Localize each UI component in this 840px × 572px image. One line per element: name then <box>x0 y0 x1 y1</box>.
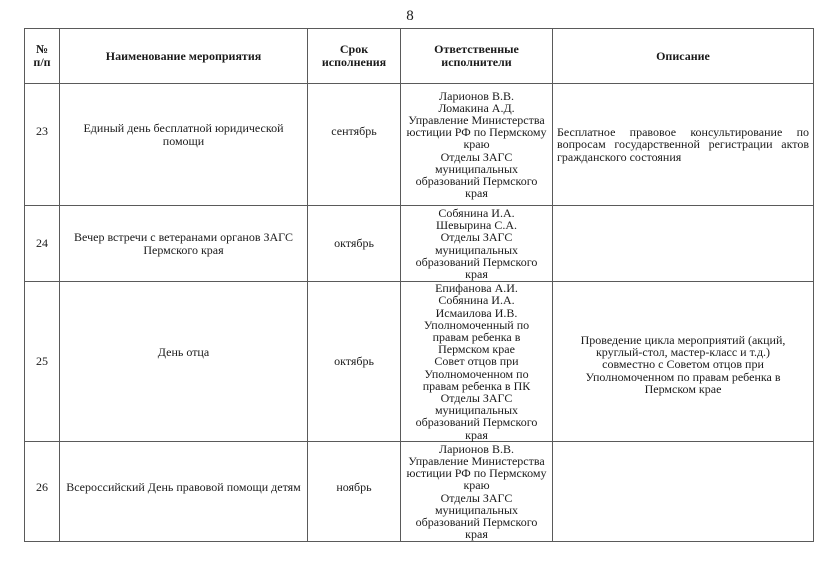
header-term: Срок исполнения <box>308 29 401 84</box>
row-number-cell <box>25 282 60 442</box>
table-row <box>25 282 814 442</box>
event-name: Всероссийский День правовой помощи детям <box>66 480 301 495</box>
event-description <box>553 206 814 282</box>
responsible-entry: Управление Министерства юстиции РФ по Пермскому краю <box>406 453 547 493</box>
responsible-entry: Отделы ЗАГС муниципальных образований Пермского края <box>415 230 538 281</box>
event-name: Вечер встречи с ветеранами органов ЗАГС Пермского края <box>74 230 293 257</box>
event-term-cell <box>308 206 401 282</box>
event-name: День отца <box>157 344 210 359</box>
event-term: ноябрь <box>336 480 372 495</box>
header-responsible: Ответственные исполнители <box>401 29 553 84</box>
responsible-entry: Отделы ЗАГС муниципальных образований Пермского края <box>415 490 538 542</box>
table-row <box>25 442 814 542</box>
responsible-cell <box>401 442 553 542</box>
responsible-cell <box>401 84 553 206</box>
responsible-entry: Уполномоченный по правам ребенка в Пермском крае <box>423 317 530 357</box>
events-plan-table <box>24 28 814 542</box>
table-row <box>25 84 814 206</box>
event-name-cell <box>60 84 308 206</box>
responsible-entry: Совет отцов при Уполномоченном по правам ребенка в ПК <box>422 354 531 393</box>
responsible-entry: Управление Министерства юстиции РФ по Пермскому краю <box>406 112 547 152</box>
event-description <box>553 442 814 542</box>
event-term-cell <box>308 84 401 206</box>
event-description: Проведение цикла мероприятий (акций, круглый-стол, мастер-класс и т.д.) совместно с Советом отцов при Уполномоченном по правам ребенка в Пермском крае <box>553 282 814 442</box>
row-number: 23 <box>36 123 48 138</box>
event-name: Единый день бесплатной юридической помощи <box>83 121 284 148</box>
row-number-cell <box>25 84 60 206</box>
event-term-cell <box>308 442 401 542</box>
responsible-entry: Отделы ЗАГС муниципальных образований Пермского края <box>415 149 538 201</box>
event-name-cell <box>60 206 308 282</box>
responsible-entry: Собянина И.А. <box>438 205 515 220</box>
row-number-cell <box>25 442 60 542</box>
responsible-entry: Собянина И.А. <box>438 293 515 308</box>
header-num: № п/п <box>25 29 60 84</box>
responsible-entry: Ларионов В.В. <box>439 441 514 456</box>
table-row <box>25 206 814 282</box>
event-term: сентябрь <box>331 123 377 138</box>
event-name-cell <box>60 282 308 442</box>
event-name-cell <box>60 442 308 542</box>
event-term: октябрь <box>334 354 374 369</box>
header-description: Описание <box>553 29 814 84</box>
header-name: Наименование мероприятия <box>60 29 308 84</box>
event-description: Бесплатное правовое консультирование по вопросам государственной регистрации актов гражданского состояния <box>553 84 814 206</box>
responsible-entry: Ломакина А.Д. <box>438 100 515 115</box>
row-number: 24 <box>36 236 48 251</box>
table-header-row <box>25 29 814 84</box>
responsible-entry: Ларионов В.В. <box>439 88 514 103</box>
row-number: 25 <box>36 354 48 369</box>
responsible-cell <box>401 206 553 282</box>
responsible-entry: Шевырина С.А. <box>436 218 517 233</box>
responsible-cell <box>401 282 553 442</box>
responsible-entry: Епифанова А.И. <box>435 281 518 296</box>
event-term-cell <box>308 282 401 442</box>
page-number: 8 <box>406 8 414 24</box>
event-term: октябрь <box>334 236 374 251</box>
row-number-cell <box>25 206 60 282</box>
responsible-entry: Исмаилова И.В. <box>435 305 518 320</box>
row-number: 26 <box>36 480 48 495</box>
responsible-entry: Отделы ЗАГС муниципальных образований Пермского края <box>415 391 538 442</box>
